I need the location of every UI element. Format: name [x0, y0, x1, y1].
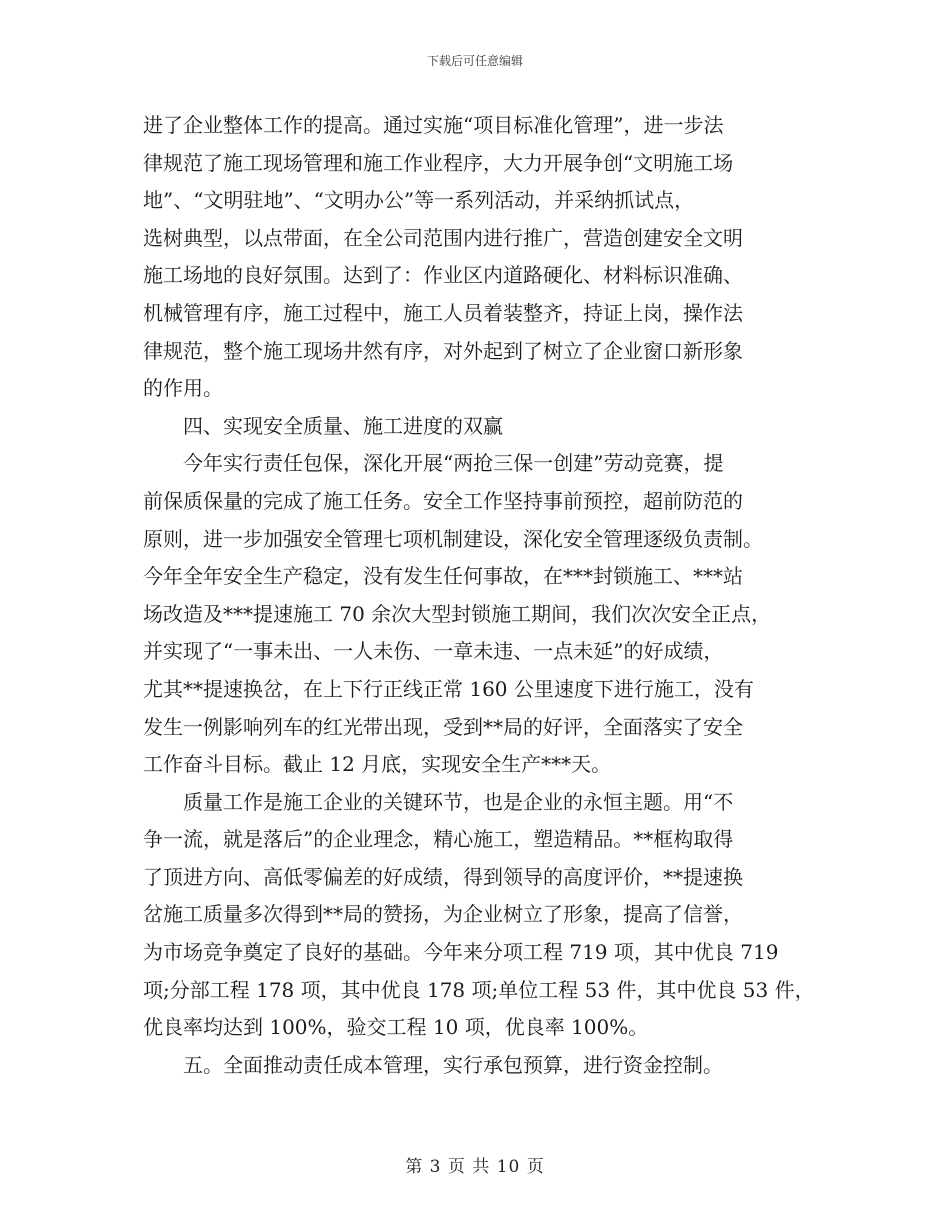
text-line: 质量工作是施工企业的关键环节，也是企业的永恒主题。用“不 — [143, 789, 734, 814]
text-line: 了顶进方向、高低零偏差的好成绩，得到领导的高度评价，**提速换 — [143, 864, 743, 889]
text-line: 争一流，就是落后”的企业理念，精心施工，塑造精品。**框构取得 — [143, 827, 734, 852]
text-line: 优良率均达到 100%，验交工程 10 项，优良率 100%。 — [143, 1015, 649, 1040]
text-line: 工作奋斗目标。截止 12 月底，实现安全生产***天。 — [143, 752, 612, 777]
page-footer: 第 3 页 共 10 页 — [405, 1157, 545, 1177]
section-heading-4: 四、实现安全质量、施工进度的双赢 — [143, 413, 503, 438]
text-line: 项;分部工程 178 项，其中优良 178 项;单位工程 53 件，其中优良 53 件， — [143, 977, 815, 1002]
text-line: 今年实行责任包保，深化开展“两抢三保一创建”劳动竞赛，提 — [143, 451, 724, 476]
text-line: 进了企业整体工作的提高。通过实施“项目标准化管理”，进一步法 — [143, 113, 724, 137]
text-line: 地”、“文明驻地”、“文明办公”等一系列活动，并采纳抓试点， — [143, 188, 695, 213]
text-line: 施工场地的良好氛围。达到了：作业区内道路硬化、材料标识准确、 — [143, 263, 743, 288]
text-line: 岔施工质量多次得到**局的赞扬，为企业树立了形象，提高了信誉， — [143, 902, 743, 927]
section-heading-5: 五。全面推动责任成本管理，实行承包预算，进行资金控制。 — [143, 1052, 723, 1077]
text-line: 并实现了“一事未出、一人未伤、一章未违、一点未延”的好成绩， — [143, 639, 724, 664]
text-line: 律规范了施工现场管理和施工作业程序，大力开展争创“文明施工场 — [143, 150, 734, 175]
text-line: 前保质保量的完成了施工任务。安全工作坚持事前预控，超前防范的 — [143, 488, 743, 513]
text-line: 发生一例影响列车的红光带出现，受到**局的好评，全面落实了安全 — [143, 714, 743, 739]
text-line: 选树典型，以点带面，在全公司范围内进行推广，营造创建安全文明 — [143, 225, 743, 250]
page-header: 下载后可任意编辑 — [426, 54, 523, 68]
document-body — [143, 107, 823, 1084]
text-line: 机械管理有序，施工过程中，施工人员着装整齐，持证上岗，操作法 — [143, 300, 743, 325]
text-line: 今年全年安全生产稳定，没有发生任何事故，在***封锁施工、***站 — [143, 564, 743, 589]
text-line: 的作用。 — [143, 376, 223, 401]
text-line: 律规范，整个施工现场井然有序，对外起到了树立了企业窗口新形象 — [143, 338, 743, 363]
text-line: 尤其**提速换岔，在上下行正线正常 160 公里速度下进行施工，没有 — [143, 676, 754, 701]
text-line: 为市场竞争奠定了良好的基础。今年来分项工程 719 项，其中优良 719 — [143, 940, 779, 965]
text-line: 原则，进一步加强安全管理七项机制建设，深化安全管理逐级负责制。 — [143, 526, 763, 551]
text-line: 场改造及***提速施工 70 余次大型封锁施工期间，我们次次安全正点， — [143, 601, 772, 626]
